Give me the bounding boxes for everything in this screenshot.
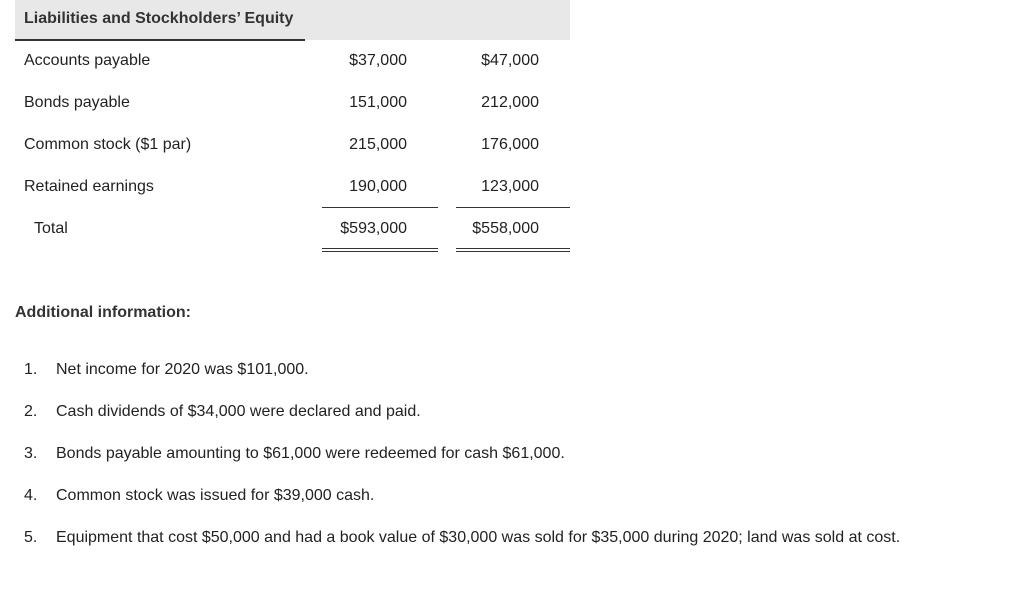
row-label: Accounts payable [24, 52, 151, 69]
header-underline [15, 39, 305, 41]
row-value-1: 151,000 [349, 94, 407, 111]
item-number: 2. [24, 403, 38, 420]
item-number: 4. [24, 487, 38, 504]
total-value-2: $558,000 [472, 220, 539, 237]
item-number: 5. [24, 529, 38, 546]
total-row [15, 220, 570, 240]
table-header [15, 0, 570, 40]
double-rule [322, 251, 438, 252]
item-text: Equipment that cost $50,000 and had a book value of $30,000 was sold for $35,000 during 2020; land was sold at cost. [56, 529, 901, 546]
total-label: Total [34, 220, 68, 237]
list-item [24, 487, 374, 505]
table-row [15, 94, 570, 114]
item-text: Net income for 2020 was $101,000. [56, 361, 309, 378]
item-text: Bonds payable amounting to $61,000 were redeemed for cash $61,000. [56, 445, 565, 462]
double-rule [322, 248, 438, 249]
row-value-2: $47,000 [481, 52, 539, 69]
subtotal-rule [322, 207, 438, 208]
double-rule [456, 251, 570, 252]
row-value-1: 190,000 [349, 178, 407, 195]
total-value-1: $593,000 [340, 220, 407, 237]
list-item [24, 361, 309, 379]
row-value-2: 212,000 [481, 94, 539, 111]
table-row [15, 52, 570, 72]
row-value-2: 123,000 [481, 178, 539, 195]
list-item [24, 403, 421, 421]
table-row [15, 136, 570, 156]
additional-info-title: Additional information: [15, 304, 191, 321]
row-label: Common stock ($1 par) [24, 136, 192, 153]
row-value-2: 176,000 [481, 136, 539, 153]
item-number: 3. [24, 445, 38, 462]
double-rule [456, 248, 570, 249]
row-value-1: $37,000 [349, 52, 407, 69]
list-item [24, 445, 565, 463]
row-label: Bonds payable [24, 94, 130, 111]
table-row [15, 178, 570, 198]
table-title: Liabilities and Stockholders’ Equity [24, 10, 294, 27]
row-value-1: 215,000 [349, 136, 407, 153]
list-item [24, 529, 900, 547]
item-text: Common stock was issued for $39,000 cash. [56, 487, 375, 504]
row-label: Retained earnings [24, 178, 154, 195]
item-text: Cash dividends of $34,000 were declared and paid. [56, 403, 421, 420]
item-number: 1. [24, 361, 38, 378]
subtotal-rule [456, 207, 570, 208]
